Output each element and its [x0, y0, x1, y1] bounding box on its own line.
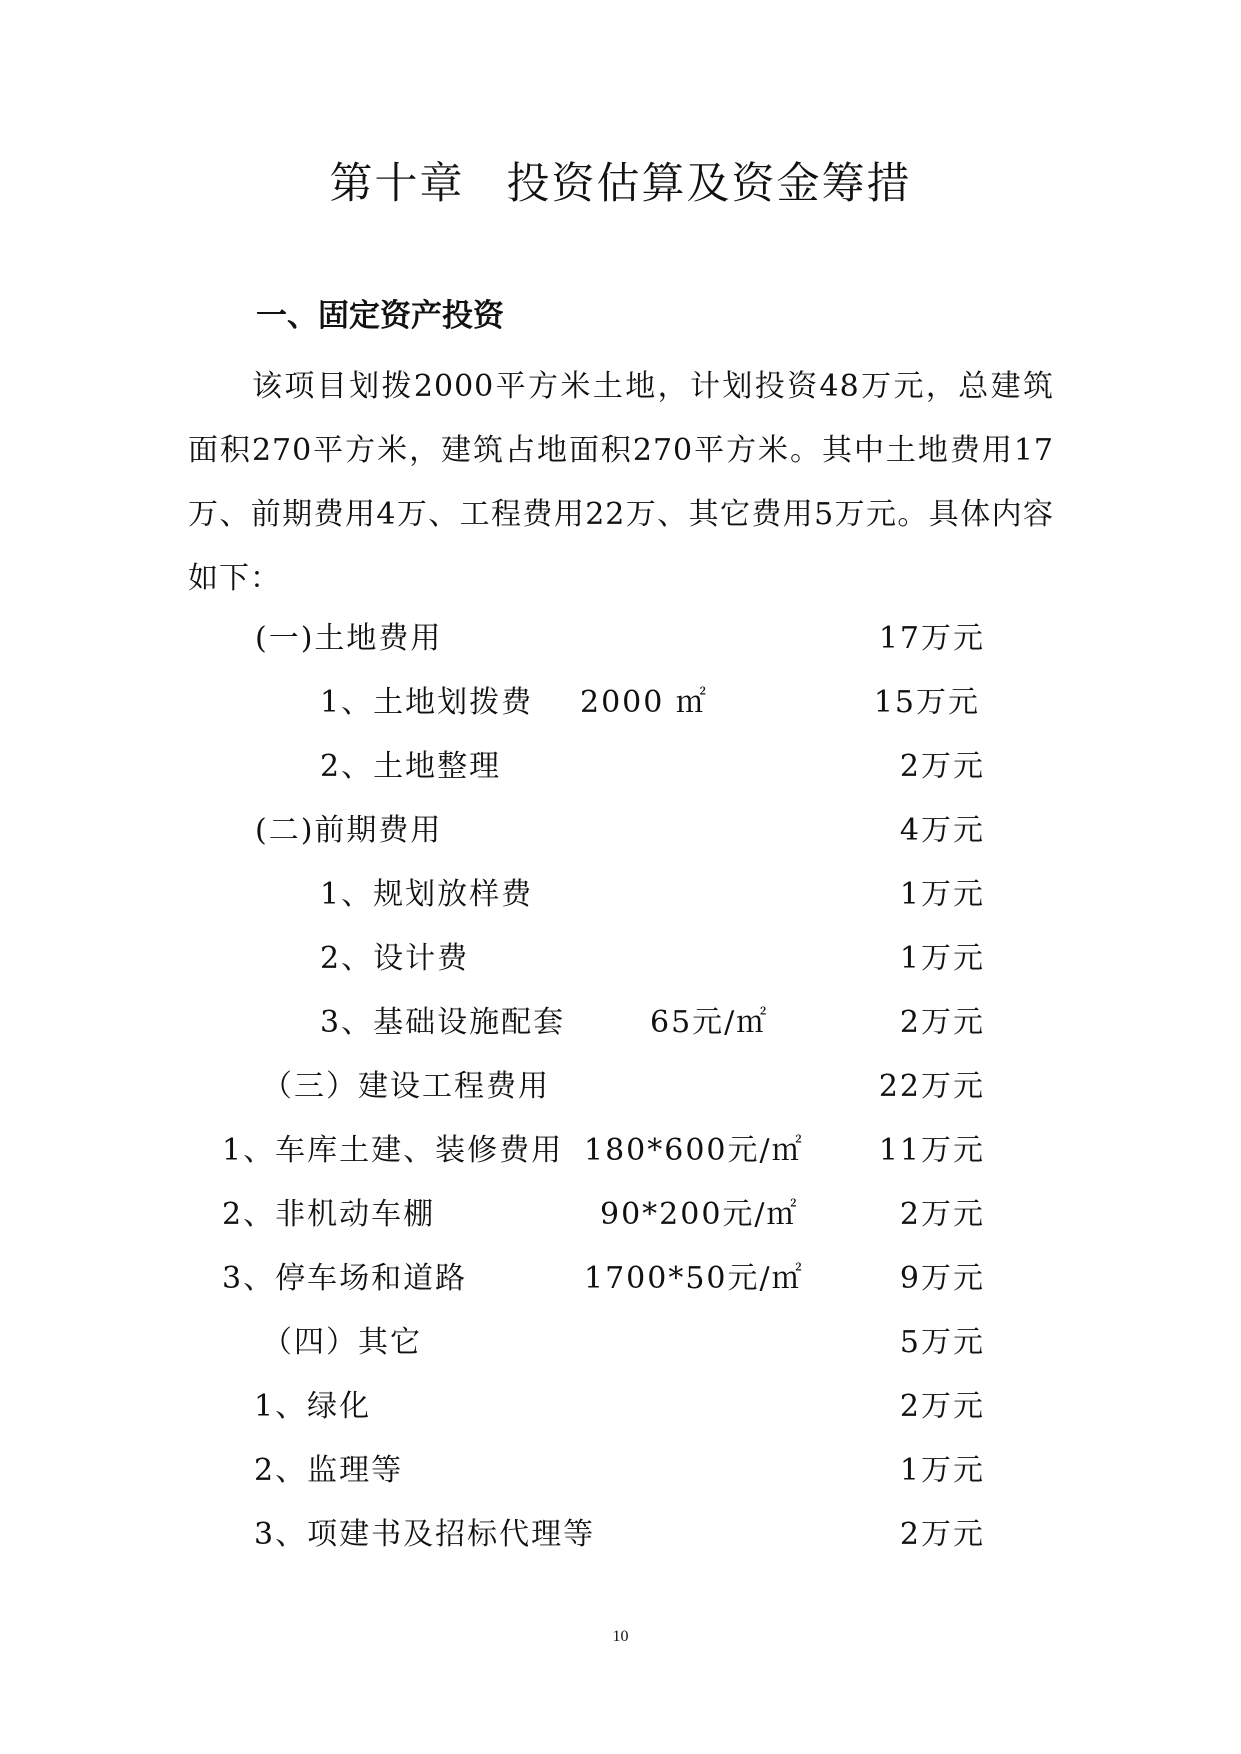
- item-amount: 5万元: [899, 1325, 985, 1360]
- intro-paragraph: 该项目划拨2000平方米土地，计划投资48万元，总建筑面积270平方米，建筑占地面积270平方米。其中土地费用17万、前期费用4万、工程费用22万、其它费用5万元。具体内容如下：: [188, 369, 1054, 596]
- cost-item-garage: [222, 1125, 985, 1168]
- item-label: 2、非机动车棚: [222, 1197, 436, 1232]
- item-amount: 1万元: [899, 941, 985, 976]
- item-label: 1、土地划拨费: [320, 685, 534, 720]
- cost-item-planning-layout: [320, 869, 985, 912]
- chapter-name: 投资估算及资金筹措: [506, 159, 912, 209]
- item-amount: 1万元: [899, 1453, 985, 1488]
- item-label: 2、设计费: [320, 941, 470, 976]
- item-label: （三）建设工程费用: [262, 1069, 550, 1104]
- item-label: (二)前期费用: [255, 813, 443, 848]
- item-spec: 90*200元/㎡: [600, 1197, 799, 1232]
- item-amount: 11万元: [878, 1133, 985, 1168]
- cost-item-land-grading: [320, 741, 985, 784]
- item-label: 3、停车场和道路: [222, 1261, 468, 1296]
- item-label: （四）其它: [262, 1325, 422, 1360]
- item-amount: 2万元: [899, 1389, 985, 1424]
- cost-item-other: [262, 1317, 985, 1360]
- cost-item-land: [255, 613, 985, 656]
- item-amount: 4万元: [899, 813, 985, 848]
- chapter-number: 第十章: [329, 159, 465, 209]
- item-amount: 2万元: [899, 749, 985, 784]
- item-label: 1、车库土建、装修费用: [222, 1133, 564, 1168]
- item-label: 3、项建书及招标代理等: [254, 1517, 596, 1552]
- item-amount: 2万元: [899, 1005, 985, 1040]
- cost-item-proposal-bidding: [254, 1509, 985, 1552]
- item-amount: 15万元: [873, 685, 980, 720]
- item-label: 2、监理等: [254, 1453, 404, 1488]
- cost-item-land-allocation: [320, 677, 980, 720]
- cost-item-bike-shed: [222, 1189, 985, 1232]
- chapter-title: [0, 150, 1241, 211]
- cost-item-construction: [262, 1061, 985, 1104]
- cost-item-infrastructure: [320, 997, 985, 1040]
- cost-item-parking-roads: [222, 1253, 985, 1296]
- item-label: 3、基础设施配套: [320, 1005, 566, 1040]
- item-spec: 2000 ㎡: [580, 685, 708, 720]
- item-amount: 9万元: [899, 1261, 985, 1296]
- page-number: 10: [612, 1628, 629, 1645]
- item-label: 1、规划放样费: [320, 877, 534, 912]
- cost-item-preliminary: [255, 805, 985, 848]
- item-amount: 22万元: [878, 1069, 985, 1104]
- item-amount: 2万元: [899, 1197, 985, 1232]
- section-heading: 一、固定资产投资: [256, 298, 504, 334]
- item-amount: 1万元: [899, 877, 985, 912]
- item-spec: 1700*50元/㎡: [584, 1261, 804, 1296]
- item-spec: 65元/㎡: [650, 1005, 769, 1040]
- item-label: (一)土地费用: [255, 621, 443, 656]
- item-amount: 17万元: [878, 621, 985, 656]
- item-label: 1、绿化: [254, 1389, 372, 1424]
- item-spec: 180*600元/㎡: [584, 1133, 804, 1168]
- item-label: 2、土地整理: [320, 749, 502, 784]
- cost-item-design: [320, 933, 985, 976]
- cost-item-greening: [254, 1381, 985, 1424]
- cost-item-supervision: [254, 1445, 985, 1488]
- item-amount: 2万元: [899, 1517, 985, 1552]
